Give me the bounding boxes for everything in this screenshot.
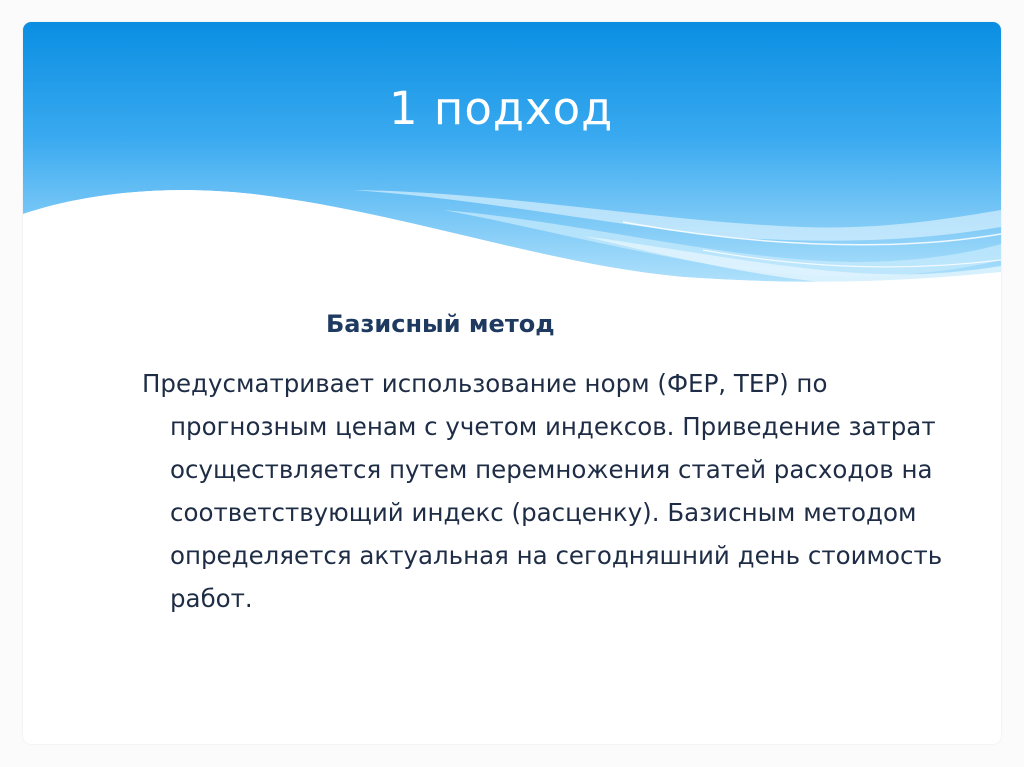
slide <box>23 22 1001 744</box>
slide-title: 1 подход <box>389 82 614 135</box>
wave-header-background <box>23 22 1001 312</box>
slide-subtitle: Базисный метод <box>326 310 555 338</box>
slide-body-text: Предусматривает использование норм (ФЕР, ТЕР) по прогнозным ценам с учетом индексов. Приведение затрат осуществляется путем перемножения статей расходов на соответствующий индекс (расценку). Базисным методом определяется актуальная на сегодняшний день стоимость работ. <box>142 369 943 613</box>
